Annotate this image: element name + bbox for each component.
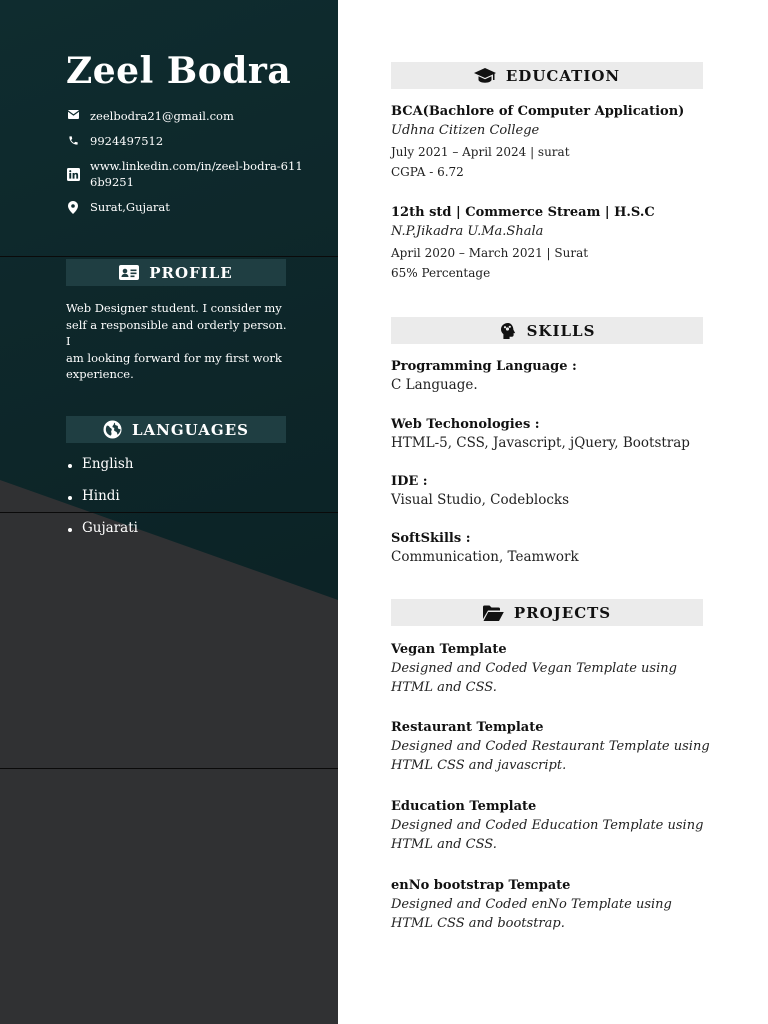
contact-linkedin[interactable] <box>66 158 306 190</box>
skill-label: IDE : <box>391 474 428 489</box>
skill-value: Visual Studio, Codeblocks <box>391 492 569 508</box>
skill-value: HTML-5, CSS, Javascript, jQuery, Bootstrap <box>391 435 690 451</box>
project-description: HTML CSS and bootstrap. <box>391 916 565 931</box>
languages-heading-label: LANGUAGES <box>131 420 250 439</box>
education-heading <box>391 62 703 89</box>
bullet <box>68 496 72 500</box>
education-dates: April 2020 – March 2021 | Surat <box>391 246 589 260</box>
languages-heading <box>66 416 286 443</box>
project-description: HTML and CSS. <box>391 680 497 695</box>
education-score: CGPA - 6.72 <box>391 165 464 179</box>
profile-heading <box>66 259 286 286</box>
contact-email[interactable] <box>66 108 306 124</box>
profile-heading-label: PROFILE <box>149 263 233 282</box>
skills-heading <box>391 317 703 344</box>
profile-line: self a responsible and orderly person. <box>66 317 287 332</box>
project-description: Designed and Coded Vegan Template using <box>391 661 677 676</box>
project-item <box>391 798 711 854</box>
contact-location <box>66 199 306 215</box>
skill-value: Communication, Teamwork <box>391 549 579 565</box>
divider <box>0 768 338 769</box>
contact-list <box>66 108 306 224</box>
school: N.P.Jikadra U.Ma.Shala <box>391 224 544 239</box>
list-item <box>66 456 138 488</box>
skill-value: C Language. <box>391 377 478 393</box>
project-title: Vegan Template <box>391 642 507 657</box>
bullet <box>68 528 72 532</box>
map-pin-icon <box>66 201 80 214</box>
project-title: Education Template <box>391 799 537 814</box>
globe-icon <box>103 420 122 439</box>
sidebar <box>0 0 338 1024</box>
skill-item <box>391 473 711 509</box>
list-item <box>66 488 138 520</box>
profile-line: Web Designer student. I consider my <box>66 301 282 315</box>
skill-item <box>391 530 711 566</box>
skill-label: Web Techonologies : <box>391 417 540 432</box>
project-description: HTML CSS and javascript. <box>391 758 567 773</box>
folder-open-icon <box>483 605 504 621</box>
skill-item <box>391 358 711 394</box>
phone-icon <box>66 135 80 146</box>
linkedin-icon <box>66 168 80 181</box>
projects-heading-label: PROJECTS <box>513 603 612 622</box>
profile-line: experience. <box>66 367 134 381</box>
education-heading-label: EDUCATION <box>505 66 621 85</box>
graduation-cap-icon <box>474 68 496 84</box>
person-name: Zeel Bodra <box>66 50 292 92</box>
project-item <box>391 719 711 775</box>
degree: BCA(Bachlore of Computer Application) <box>391 104 685 119</box>
divider <box>0 512 338 513</box>
project-description: Designed and Coded Restaurant Template using <box>391 739 710 754</box>
project-title: Restaurant Template <box>391 720 544 735</box>
skill-item <box>391 416 711 452</box>
contact-phone[interactable] <box>66 133 306 149</box>
languages-list <box>66 456 138 552</box>
project-item <box>391 877 711 933</box>
language-name: Hindi <box>82 488 120 504</box>
education-score: 65% Percentage <box>391 266 491 280</box>
profile-line: am looking forward for my first work <box>66 350 282 365</box>
project-description: Designed and Coded Education Template using <box>391 818 704 833</box>
linkedin-text: www.linkedin.com/in/zeel-bodra-6116b9251 <box>90 159 303 189</box>
envelope-icon <box>66 110 80 119</box>
project-description: Designed and Coded enNo Template using <box>391 897 672 912</box>
school: Udhna Citizen College <box>391 123 540 138</box>
projects-heading <box>391 599 703 626</box>
profile-line: I <box>66 334 71 348</box>
skill-label: Programming Language : <box>391 359 577 374</box>
education-item <box>391 204 711 283</box>
project-item <box>391 641 711 697</box>
education-item <box>391 103 711 182</box>
id-card-icon <box>119 265 139 280</box>
language-name: Gujarati <box>82 520 138 536</box>
degree: 12th std | Commerce Stream | H.S.C <box>391 205 655 220</box>
phone-text: 9924497512 <box>90 134 164 148</box>
list-item <box>66 520 138 552</box>
skill-label: SoftSkills : <box>391 531 471 546</box>
brain-icon <box>499 322 517 340</box>
education-dates: July 2021 – April 2024 | surat <box>391 145 570 159</box>
bullet <box>68 464 72 468</box>
project-description: HTML and CSS. <box>391 837 497 852</box>
location-text: Surat,Gujarat <box>90 200 170 214</box>
profile-summary <box>66 300 291 383</box>
divider <box>0 256 338 257</box>
language-name: English <box>82 456 134 472</box>
email-text: zeelbodra21@gmail.com <box>90 109 234 123</box>
project-title: enNo bootstrap Tempate <box>391 878 571 893</box>
skills-heading-label: SKILLS <box>526 321 596 340</box>
